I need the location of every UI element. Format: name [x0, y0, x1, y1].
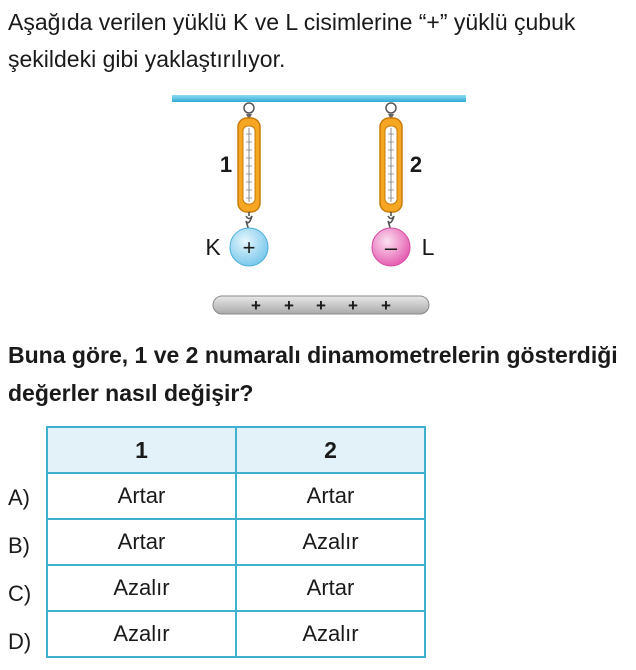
sphere-l-label: L — [421, 234, 435, 260]
dynamometer-2 — [380, 103, 402, 232]
option-label-b[interactable]: B) — [8, 533, 30, 558]
sphere-l-charge: – — [384, 235, 398, 260]
dynamometer-2-label: 2 — [409, 152, 423, 177]
sphere-k-label: K — [205, 234, 221, 260]
answer-table — [46, 426, 426, 658]
rod-charge: + — [381, 296, 391, 315]
table-cell: Artar — [236, 473, 425, 519]
rod-charge: + — [348, 296, 358, 315]
table-cell: Azalır — [47, 565, 236, 611]
column-header-1: 1 — [47, 427, 236, 473]
question-text: Buna göre, 1 ve 2 numaralı dinamometrelerin gösterdiği değerler nasıl değişir? — [8, 342, 618, 406]
option-labels — [8, 474, 31, 666]
table-header-row — [47, 427, 425, 473]
intro-text: Aşağıda verilen yüklü K ve L cisimlerine “+” yüklü çubuk şekildeki gibi yaklaştırılıyor. — [8, 9, 576, 72]
column-header-2: 2 — [236, 427, 425, 473]
electrostatics-figure — [0, 0, 636, 330]
option-label-c[interactable]: C) — [8, 581, 32, 606]
table-cell: Azalır — [236, 519, 425, 565]
table-cell: Azalır — [47, 611, 236, 657]
option-label-a[interactable]: A) — [8, 485, 30, 510]
table-cell: Artar — [47, 519, 236, 565]
table-row[interactable] — [47, 473, 425, 519]
table-row[interactable] — [47, 519, 425, 565]
table-cell: Artar — [47, 473, 236, 519]
rod-charge: + — [251, 296, 261, 315]
dynamometer-1-label: 1 — [219, 152, 233, 177]
table-cell: Artar — [236, 565, 425, 611]
ceiling-bar — [172, 95, 466, 102]
table-row[interactable] — [47, 611, 425, 657]
table-row[interactable] — [47, 565, 425, 611]
dynamometer-1 — [238, 103, 260, 232]
option-label-d[interactable]: D) — [8, 629, 32, 654]
table-cell: Azalır — [236, 611, 425, 657]
rod-charge: + — [316, 296, 326, 315]
rod-charge: + — [284, 296, 294, 315]
sphere-k-charge: + — [242, 235, 256, 260]
